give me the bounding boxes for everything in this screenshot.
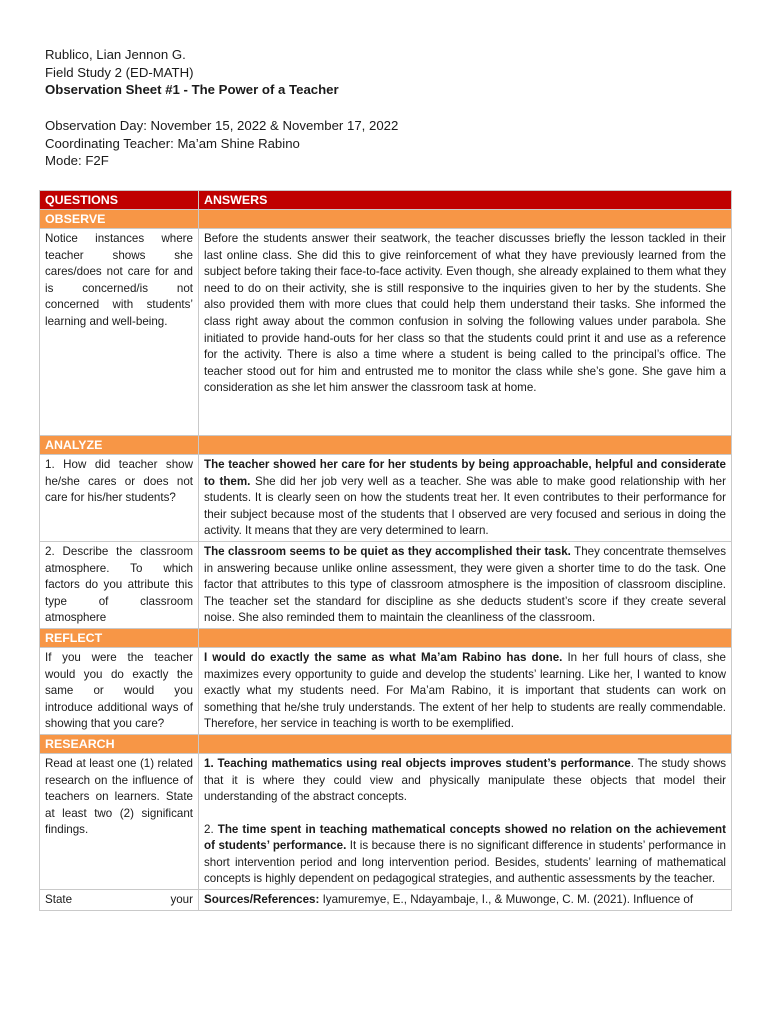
section-analyze — [40, 436, 732, 455]
table-row — [40, 890, 732, 911]
answers-header: ANSWERS — [199, 191, 732, 210]
section-reflect — [40, 628, 732, 647]
table-row — [40, 455, 732, 542]
finding-number: 2. — [204, 822, 218, 836]
references-label: Sources/References: — [204, 893, 320, 907]
coordinating-teacher: Coordinating Teacher: Ma’am Shine Rabino — [45, 135, 300, 151]
question-cell: If you were the teacher would you do exactly the same or would you introduce additional ways of showing that you care? — [40, 647, 199, 734]
answer-lead: I would do exactly the same as what Ma’am Rabino has done. — [204, 650, 563, 664]
course-name: Field Study 2 (ED-MATH) — [45, 64, 194, 80]
table-header-row — [40, 191, 732, 210]
questions-header: QUESTIONS — [40, 191, 199, 210]
table-row — [40, 541, 732, 628]
answer-text: She did her job very well as a teacher. She was able to make good relationship with her students. It is clearly seen on how the students treat her. It even contributes to their performance for their subject because most of the students that I observed are very focused and serious in doing the activity. It means that they are very determined to learn. — [204, 474, 726, 538]
question-cell: 1. How did teacher show he/she cares or does not care for his/her students? — [40, 455, 199, 542]
answer-cell: Before the students answer their seatwork, the teacher discusses briefly the lesson tackled in their last online class. She did this to give reinforcement of what they have previously learned from the subject before taking their face-to-face activity. Even though, she already explained to them what they need to do on their activity, she is still responsive to the inquiries given to her by the students. She also provided them with more clues that could help them understand their tasks. She informed the class right away about the common confusion in solving the following values under parabola. She initiated to provide hand-outs for her class so that the students could print it and use as a reference for the activity. There is also a time where a student is being called to the principal’s office. The teacher stood out for him and entrusted me to monitor the class while she’s gone. She gave him a consideration as she let him answer the classroom task at home. — [199, 229, 732, 436]
answer-lead: The teacher showed her care for her students by being approachable, helpful and considerate to them. — [204, 458, 726, 488]
answer-lead: The classroom seems to be quiet as they accomplished their task. — [204, 544, 571, 558]
answer-text: In her full hours of class, she maximizes every opportunity to guide and develop the students’ learning. Like her, I wanted to know exactly what my students need. For Ma’am Rabino, it is important that students can work on something that he/she truly understands. The extent of her help to students are really commendable. Therefore, her service in teaching is worth to be exemplified. — [204, 650, 727, 731]
document-title: Observation Sheet #1 - The Power of a Teacher — [45, 82, 339, 97]
section-observe — [40, 210, 732, 229]
finding-1 — [204, 756, 726, 806]
references-text: Iyamuremye, E., Ndayambaje, I., & Muwonge, C. M. (2021). Influence of — [319, 893, 694, 907]
observation-meta — [45, 117, 398, 170]
observation-mode: Mode: F2F — [45, 153, 109, 168]
section-label: ANALYZE — [40, 436, 199, 455]
section-label: REFLECT — [40, 628, 199, 647]
student-name: Rublico, Lian Jennon G. — [45, 47, 186, 62]
finding-lead: The time spent in teaching mathematical concepts showed no relation on the achievement of students’ performance. — [204, 822, 726, 853]
table-row — [40, 647, 732, 734]
observation-table — [39, 190, 732, 911]
finding-2 — [204, 822, 726, 888]
answer-text: They concentrate themselves in answering because unlike online assessment, they were given a shorter time to do the task. One factor that attributes to this type of classroom atmosphere is the imposition of classroom discipline. The teacher set the standard for discipline as she deducts student’s score if they create several noise. She also reminded them to maintain the cleanliness of the classroom. — [204, 544, 726, 625]
answer-cell — [199, 753, 732, 889]
finding-lead: 1. Teaching mathematics using real objects improves student’s performance — [204, 756, 631, 770]
answer-cell — [199, 647, 732, 734]
question-cell: Read at least one (1) related research on the influence of teachers on learners. State at least two (2) significant findings. — [40, 753, 199, 889]
question-cell: Notice instances where teacher shows she cares/does not care for and is concerned/is not concerned with students’ learning and well-being. — [40, 229, 199, 436]
finding-text: It is because there is no significant difference in students’ performance in short intervention period and long intervention period. Besides, students’ learning of mathematical concepts is highly dependent on pedagogical strategies, and authentic assessments by the teacher. — [204, 839, 726, 886]
finding-text: . The study shows that it is where they could view and physically manipulate these objects that model their understanding of the abstract concepts. — [204, 756, 726, 804]
question-cell: 2. Describe the classroom atmosphere. To which factors do you attribute this type of classroom atmosphere — [40, 541, 199, 628]
observation-day: Observation Day: November 15, 2022 & November 17, 2022 — [45, 118, 399, 133]
answer-cell — [199, 455, 732, 542]
section-label: OBSERVE — [40, 210, 199, 229]
table-row — [40, 753, 732, 889]
answer-cell — [199, 890, 732, 911]
question-cell: State your — [40, 890, 199, 911]
section-research — [40, 734, 732, 753]
section-label: RESEARCH — [40, 734, 199, 753]
document-header — [45, 46, 339, 99]
table-row — [40, 229, 732, 436]
answer-cell — [199, 541, 732, 628]
